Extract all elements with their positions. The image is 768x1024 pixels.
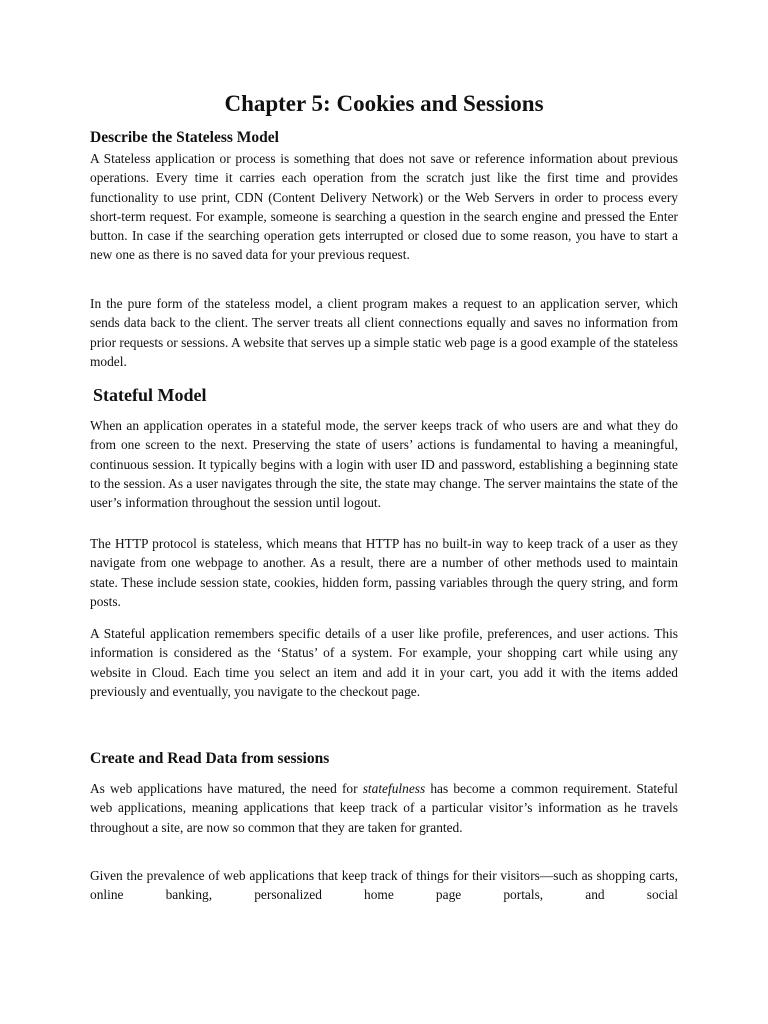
heading-stateful-model: Stateful Model <box>93 385 207 405</box>
paragraph-stateful-mode: When an application operates in a stateful mode, the server keeps track of who users are and what they do from one screen to the next. Preserving the state of users’ actions is fundamental to having a meaningful, continuous session. It typically begins with a login with user ID and password, establishing a beginning state to the session. As a user navigates through the site, the state may change. The server maintains the state of the user’s information throughout the session until logout. <box>90 418 678 511</box>
paragraph-http-stateless: The HTTP protocol is stateless, which means that HTTP has no built-in way to keep track of a user as they navigate from one webpage to another. As a result, there are a number of other methods used to maintain state. These include session state, cookies, hidden form, passing variables through the query string, and form posts. <box>90 536 678 609</box>
heading-create-read-sessions: Create and Read Data from sessions <box>90 750 330 767</box>
statefulness-text-after: has become a common requirement. Stateful web applications, meaning applications that keep track of a particular visitor’s information as he travels throughout a site, are now so common that they are taken for granted. <box>90 781 678 835</box>
statefulness-term: statefulness <box>362 781 426 796</box>
paragraph-statefulness <box>90 779 678 837</box>
statefulness-text-before: As web applications have matured, the need for <box>90 781 363 796</box>
heading-stateless-model: Describe the Stateless Model <box>90 129 279 146</box>
paragraph-prevalence: Given the prevalence of web applications that keep track of things for their visitors—such as shopping carts, online banking, personalized home page portals, and social <box>90 868 678 903</box>
paragraph-stateful-application: A Stateful application remembers specific details of a user like profile, preferences, and user actions. This information is considered as the ‘Status’ of a system. For example, your shopping cart while using any website in Cloud. Each time you select an item and add it in your cart, you add it with the items added previously and eventually, you navigate to the checkout page. <box>90 626 678 699</box>
paragraph-stateless-pure-form: In the pure form of the stateless model, a client program makes a request to an application server, which sends data back to the client. The server treats all client connections equally and saves no information from prior requests or sessions. A website that serves up a simple static web page is a good example of the stateless model. <box>90 296 678 369</box>
chapter-title: Chapter 5: Cookies and Sessions <box>224 91 544 116</box>
paragraph-stateless-definition: A Stateless application or process is something that does not save or reference information about previous operations. Every time it carries each operation from the scratch just like the first time and provides functionality to use print, CDN (Content Delivery Network) or the Web Servers in order to process every short-term request. For example, someone is searching a question in the search engine and pressed the Enter button. In case if the searching operation gets interrupted or closed due to some reason, you have to start a new one as there is no saved data for your previous request. <box>90 151 678 263</box>
